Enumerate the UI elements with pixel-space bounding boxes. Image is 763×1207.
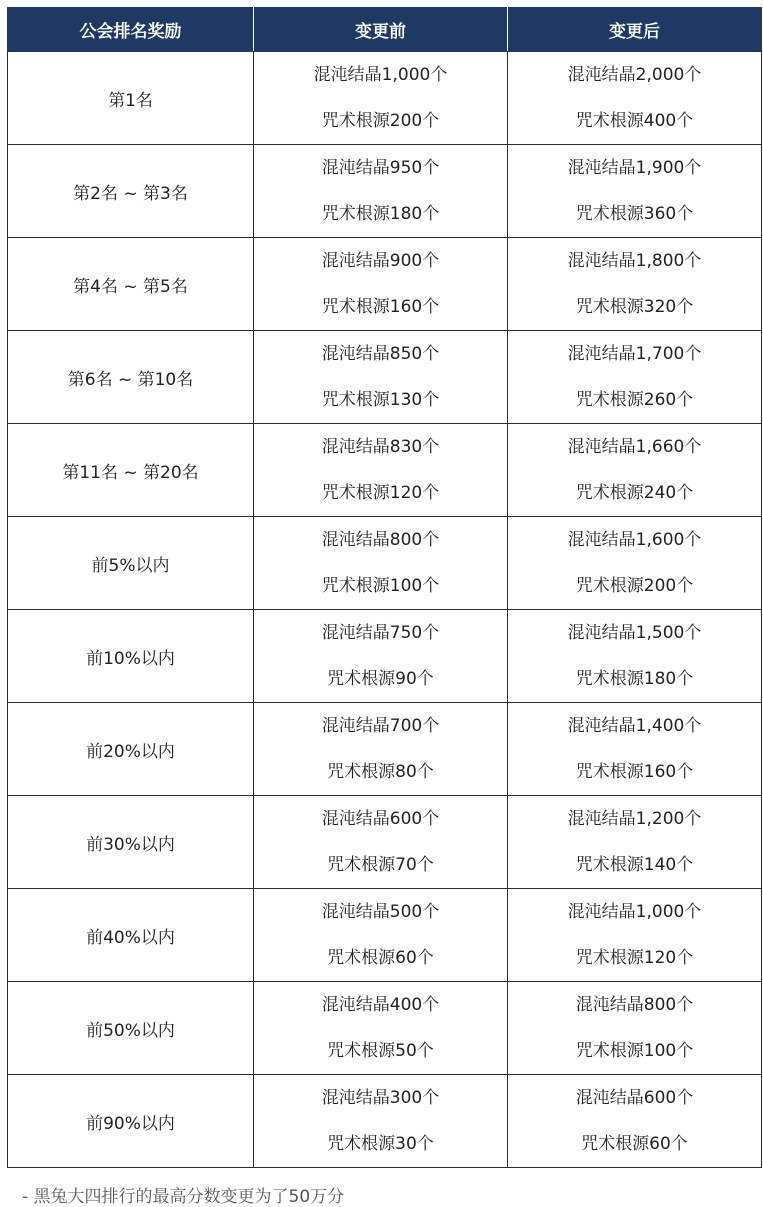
curse-source-before: 咒术根源200个 bbox=[321, 111, 440, 131]
rank-cell: 前40%以内 bbox=[8, 889, 254, 982]
chaos-crystal-after: 混沌结晶600个 bbox=[575, 1088, 694, 1108]
after-cell bbox=[508, 982, 762, 1075]
after-cell bbox=[508, 703, 762, 796]
table-row bbox=[8, 1075, 762, 1168]
header-before-change: 变更前 bbox=[254, 8, 508, 52]
before-cell bbox=[254, 238, 508, 331]
rank-cell: 第1名 bbox=[8, 52, 254, 145]
after-cell bbox=[508, 145, 762, 238]
curse-source-before: 咒术根源30个 bbox=[327, 1134, 434, 1154]
curse-source-before: 咒术根源100个 bbox=[321, 576, 440, 596]
chaos-crystal-before: 混沌结晶950个 bbox=[321, 158, 440, 178]
curse-source-before: 咒术根源130个 bbox=[321, 390, 440, 410]
chaos-crystal-after: 混沌结晶1,600个 bbox=[567, 530, 702, 550]
before-cell bbox=[254, 424, 508, 517]
rank-cell: 第11名 ~ 第20名 bbox=[8, 424, 254, 517]
table-row bbox=[8, 517, 762, 610]
chaos-crystal-before: 混沌结晶1,000个 bbox=[313, 65, 448, 85]
chaos-crystal-after: 混沌结晶1,900个 bbox=[567, 158, 702, 178]
chaos-crystal-after: 混沌结晶1,660个 bbox=[567, 437, 702, 457]
rank-cell: 第2名 ~ 第3名 bbox=[8, 145, 254, 238]
chaos-crystal-after: 混沌结晶800个 bbox=[575, 995, 694, 1015]
table-header-row bbox=[8, 8, 762, 52]
before-cell bbox=[254, 982, 508, 1075]
after-cell bbox=[508, 889, 762, 982]
chaos-crystal-after: 混沌结晶1,200个 bbox=[567, 809, 702, 829]
rank-cell: 前30%以内 bbox=[8, 796, 254, 889]
chaos-crystal-before: 混沌结晶500个 bbox=[321, 902, 440, 922]
curse-source-after: 咒术根源120个 bbox=[575, 948, 694, 968]
chaos-crystal-before: 混沌结晶850个 bbox=[321, 344, 440, 364]
curse-source-after: 咒术根源320个 bbox=[575, 297, 694, 317]
curse-source-after: 咒术根源240个 bbox=[575, 483, 694, 503]
curse-source-after: 咒术根源260个 bbox=[575, 390, 694, 410]
curse-source-before: 咒术根源120个 bbox=[321, 483, 440, 503]
chaos-crystal-after: 混沌结晶1,400个 bbox=[567, 716, 702, 736]
before-cell bbox=[254, 331, 508, 424]
chaos-crystal-after: 混沌结晶2,000个 bbox=[567, 65, 702, 85]
table-row bbox=[8, 145, 762, 238]
before-cell bbox=[254, 703, 508, 796]
rank-cell: 前10%以内 bbox=[8, 610, 254, 703]
chaos-crystal-before: 混沌结晶800个 bbox=[321, 530, 440, 550]
curse-source-before: 咒术根源70个 bbox=[327, 855, 434, 875]
chaos-crystal-after: 混沌结晶1,800个 bbox=[567, 251, 702, 271]
curse-source-before: 咒术根源90个 bbox=[327, 669, 434, 689]
table-row bbox=[8, 889, 762, 982]
table-row bbox=[8, 424, 762, 517]
table-body bbox=[8, 52, 762, 1168]
chaos-crystal-after: 混沌结晶1,000个 bbox=[567, 902, 702, 922]
rank-cell: 第4名 ~ 第5名 bbox=[8, 238, 254, 331]
chaos-crystal-before: 混沌结晶700个 bbox=[321, 716, 440, 736]
rank-cell: 前90%以内 bbox=[8, 1075, 254, 1168]
chaos-crystal-before: 混沌结晶750个 bbox=[321, 623, 440, 643]
before-cell bbox=[254, 796, 508, 889]
curse-source-after: 咒术根源60个 bbox=[581, 1134, 688, 1154]
curse-source-before: 咒术根源80个 bbox=[327, 762, 434, 782]
table-row bbox=[8, 238, 762, 331]
table-row bbox=[8, 982, 762, 1075]
header-after-change: 变更后 bbox=[508, 8, 762, 52]
before-cell bbox=[254, 889, 508, 982]
header-rank-reward: 公会排名奖励 bbox=[8, 8, 254, 52]
chaos-crystal-before: 混沌结晶900个 bbox=[321, 251, 440, 271]
curse-source-after: 咒术根源360个 bbox=[575, 204, 694, 224]
chaos-crystal-before: 混沌结晶400个 bbox=[321, 995, 440, 1015]
curse-source-before: 咒术根源50个 bbox=[327, 1041, 434, 1061]
curse-source-after: 咒术根源160个 bbox=[575, 762, 694, 782]
rank-cell: 前50%以内 bbox=[8, 982, 254, 1075]
after-cell bbox=[508, 52, 762, 145]
curse-source-after: 咒术根源180个 bbox=[575, 669, 694, 689]
after-cell bbox=[508, 424, 762, 517]
before-cell bbox=[254, 610, 508, 703]
before-cell bbox=[254, 145, 508, 238]
rank-cell: 前5%以内 bbox=[8, 517, 254, 610]
before-cell bbox=[254, 517, 508, 610]
after-cell bbox=[508, 238, 762, 331]
chaos-crystal-after: 混沌结晶1,700个 bbox=[567, 344, 702, 364]
table-row bbox=[8, 703, 762, 796]
after-cell bbox=[508, 610, 762, 703]
after-cell bbox=[508, 796, 762, 889]
guild-ranking-reward-table bbox=[7, 7, 762, 1168]
curse-source-before: 咒术根源60个 bbox=[327, 948, 434, 968]
table-row bbox=[8, 331, 762, 424]
footer-note: - 黑兔大四排行的最高分数变更为了50万分 bbox=[22, 1187, 345, 1207]
curse-source-before: 咒术根源180个 bbox=[321, 204, 440, 224]
before-cell bbox=[254, 1075, 508, 1168]
chaos-crystal-after: 混沌结晶1,500个 bbox=[567, 623, 702, 643]
table-row bbox=[8, 610, 762, 703]
curse-source-after: 咒术根源200个 bbox=[575, 576, 694, 596]
table-row bbox=[8, 52, 762, 145]
after-cell bbox=[508, 331, 762, 424]
rank-cell: 前20%以内 bbox=[8, 703, 254, 796]
curse-source-before: 咒术根源160个 bbox=[321, 297, 440, 317]
chaos-crystal-before: 混沌结晶300个 bbox=[321, 1088, 440, 1108]
curse-source-after: 咒术根源100个 bbox=[575, 1041, 694, 1061]
after-cell bbox=[508, 1075, 762, 1168]
chaos-crystal-before: 混沌结晶600个 bbox=[321, 809, 440, 829]
table-row bbox=[8, 796, 762, 889]
before-cell bbox=[254, 52, 508, 145]
curse-source-after: 咒术根源400个 bbox=[575, 111, 694, 131]
after-cell bbox=[508, 517, 762, 610]
curse-source-after: 咒术根源140个 bbox=[575, 855, 694, 875]
rank-cell: 第6名 ~ 第10名 bbox=[8, 331, 254, 424]
chaos-crystal-before: 混沌结晶830个 bbox=[321, 437, 440, 457]
